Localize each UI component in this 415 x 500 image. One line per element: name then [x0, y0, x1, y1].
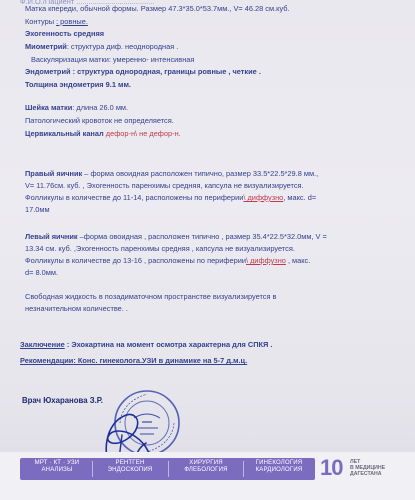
free-fluid-line1: Свободная жидкость в позадиматочном пространстве визуализируется в — [25, 292, 277, 301]
uterus-size: Матка кпереди, обычной формы. Размер 47.3*35.0*53.7мм., V= 46.28 см.куб. — [25, 4, 290, 13]
cervix-length: : длина 26.0 мм. — [72, 103, 129, 112]
right-ovary-line2: V= 11.76см. куб. , Эхогенность паренхимы средняя, капсула не визуализируется. — [25, 181, 304, 190]
footer-divider — [92, 461, 93, 477]
cervix-pathology: Патологический кровоток не определяется. — [25, 116, 174, 125]
anniversary-text — [350, 459, 385, 477]
left-ovary-max: , макс. — [285, 256, 311, 265]
endometrium-thickness: Толщина эндометрия 9.1 мм. — [25, 80, 131, 89]
left-ovary-title: Левый яичник — [25, 232, 78, 241]
footer-col-surgery-top: ХИРУРГИЯ — [189, 460, 223, 466]
right-ovary-shape: – форма овоидная расположен типично, размер 33.5*22.5*29.8 мм., — [82, 169, 319, 178]
right-ovary-diffuse: \ диффузно — [243, 193, 284, 202]
recommendations-value: : Конс. гинеколога.УЗИ в динамике на 5-7 д.м.ц. — [73, 356, 248, 365]
left-ovary-line1 — [25, 232, 327, 241]
right-ovary-follicles: Фолликулы в количестве до 11-14, расположены по периферии — [25, 193, 244, 202]
left-ovary-line4: d= 8.0мм. — [25, 268, 58, 277]
endometrium-value: : структура однородная, границы ровные , четкие . — [70, 67, 261, 76]
footer-col-mri — [22, 460, 92, 474]
footer-col-mri-top: МРТ · КТ · УЗИ — [34, 460, 80, 466]
right-ovary-title: Правый яичник — [25, 169, 83, 178]
patient-line: Ф.И.О./Пациент ...................................... — [20, 0, 155, 6]
cervical-canal-label: Цервикальный канал — [25, 129, 106, 138]
footer-divider — [168, 461, 169, 477]
footer-col-xray — [95, 460, 165, 474]
cervix-line — [25, 103, 128, 112]
myometrium-label: Миометрий — [25, 42, 67, 51]
cervical-canal-line — [25, 129, 181, 138]
left-ovary-diffuse: \ диффузно — [245, 256, 286, 265]
footer-col-gynecology-top: ГИНЕКОЛОГИЯ — [255, 460, 303, 466]
contours-line — [25, 17, 88, 26]
recommendations-line — [20, 356, 247, 365]
footer-col-surgery — [170, 460, 242, 474]
anniversary-number: 10 — [320, 455, 343, 480]
echogenicity: Эхогенность средняя — [25, 29, 105, 38]
endometrium-label: Эндометрий — [25, 67, 71, 76]
myometrium-value: : структура диф. неоднородная . — [66, 42, 179, 51]
footer-col-mri-bottom: АНАЛИЗЫ — [41, 467, 73, 473]
footer-col-surgery-bottom: ФЛЕБОЛОГИЯ — [184, 467, 228, 473]
right-ovary-line1 — [25, 169, 318, 178]
conclusion-line — [20, 340, 272, 349]
right-ovary-line4: 17.0мм — [25, 205, 50, 214]
vascularization: Васкуляризация матки: умеренно- интенсивная — [31, 55, 195, 64]
footer-col-xray-bottom: ЭНДОСКОПИЯ — [107, 467, 153, 473]
anniversary-line2: В МЕДИЦИНЕ — [350, 465, 386, 471]
right-ovary-max: , макс. d= — [283, 193, 317, 202]
free-fluid-line2: незначительном количестве. . — [25, 304, 128, 313]
left-ovary-shape: –форма овоидная , расположен типично , размер 35.4*22.5*32.0мм, V = — [77, 232, 327, 241]
contours-value: : ровные. — [56, 17, 88, 26]
contours-label: Контуры — [25, 17, 57, 26]
myometrium-line — [25, 42, 178, 51]
cervical-canal-value: дефор-н\ не дефор-н. — [105, 129, 181, 138]
right-ovary-line3 — [25, 193, 316, 202]
cervix-title: Шейка матки — [25, 103, 73, 112]
footer-col-xray-top: РЕНТГЕН — [115, 460, 145, 466]
endometrium-line — [25, 67, 261, 76]
conclusion-label: Заключение — [20, 340, 65, 349]
recommendations-label: Рекомендации — [20, 356, 74, 365]
left-ovary-follicles: Фолликулы в количестве до 13-16 , расположены по периферии — [25, 256, 246, 265]
anniversary-line1: ЛЕТ — [350, 459, 361, 465]
doctor-name: Врач Юхаранова З.Р. — [22, 396, 103, 405]
left-ovary-line2: 13.34 см. куб. ,Эхогенность паренхимы средняя , капсула не визуализируется. — [25, 244, 295, 253]
left-ovary-line3 — [25, 256, 310, 265]
footer-col-gynecology-bottom: КАРДИОЛОГИЯ — [255, 467, 303, 473]
anniversary-line3: ДАГЕСТАНА — [350, 471, 382, 477]
footer-col-gynecology — [244, 460, 314, 474]
conclusion-value: : Эхокартина на момент осмотра характерна для СПКЯ . — [64, 340, 273, 349]
